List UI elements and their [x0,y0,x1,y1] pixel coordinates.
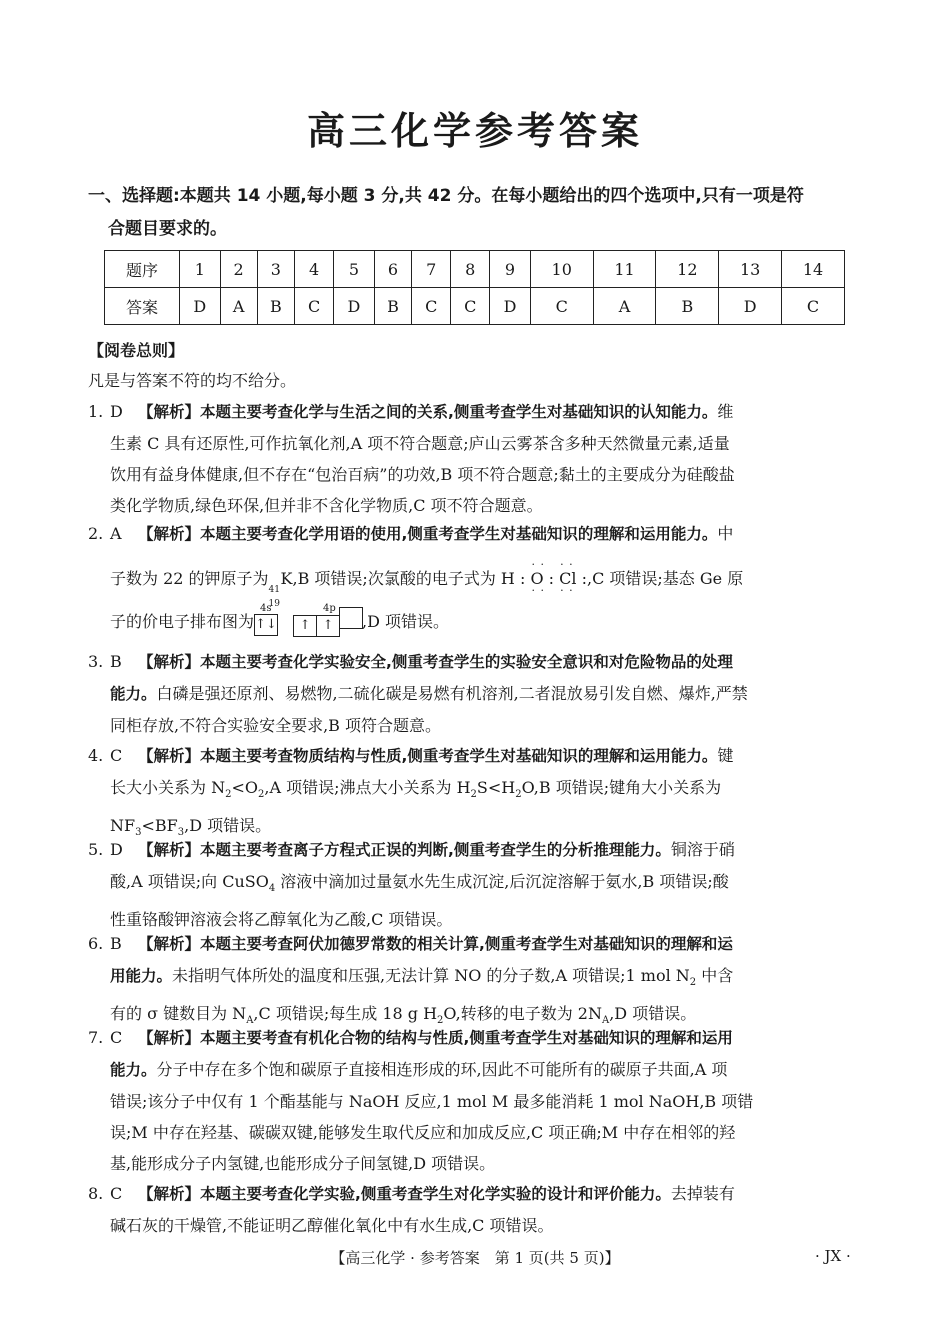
subscript: A [246,1015,254,1027]
item-number: 7. [88,1028,104,1047]
answer-cell: B [656,288,719,325]
table-header-questions: 题序 [105,251,180,288]
electron-pair: : [548,569,555,588]
page-footer: 【高三化学 · 参考答案 第 1 页(共 5 页)】 [330,1249,620,1267]
question-number-cell: 10 [530,251,593,288]
orbital-label: 4s [260,603,272,614]
answer-cell: B [257,288,295,325]
subscript: 3 [135,827,142,839]
orbital-box: ↑ [293,615,317,637]
question-number-cell: 14 [782,251,845,288]
item-number: 1. [88,402,104,421]
item-text: 中含 [696,966,734,985]
item-text: S<H [476,778,516,797]
section-heading [88,180,868,246]
answer-cell: D [719,288,782,325]
item-tag: 【解析】 [138,841,201,859]
item-number: 4. [88,746,104,765]
orbital-label: 4p [323,602,336,614]
item-tag: 【解析】 [138,525,201,543]
item-bold-text: 本题主要考查化学与生活之间的关系,侧重考查学生对基础知识的认知能力。 [200,403,718,421]
explanation-item-1 [88,396,863,521]
question-number-cell: 7 [412,251,451,288]
answer-cell: C [530,288,593,325]
item-text: ,D 项错误。 [184,816,272,836]
item-number: 6. [88,934,104,953]
item-text: 酸,A 项错误;向 CuSO [110,872,269,891]
item-tag: 【解析】 [138,653,201,671]
question-number-cell: 6 [374,251,412,288]
question-number-cell: 8 [451,251,490,288]
item-line [88,960,863,998]
item-bold-text: 本题主要考查化学实验,侧重考查学生对化学实验的设计和评价能力。 [200,1185,671,1203]
item-line [88,772,863,810]
section-line-1: 一、选择题:本题共 14 小题,每小题 3 分,共 42 分。在每小题给出的四个选项中,只有一项是符 [88,186,804,206]
item-number: 8. [88,1184,104,1203]
item-number: 2. [88,524,104,543]
item-bold-text: 本题主要考查物质结构与性质,侧重考查学生对基础知识的理解和运用能力。 [200,747,718,765]
item-text: 去掉装有 [670,1184,735,1203]
orbital-box [339,607,363,629]
item-bold-text: 本题主要考查有机化合物的结构与性质,侧重考查学生对基础知识的理解和运用 [200,1029,733,1047]
explanation-item-5 [88,834,863,935]
explanation-item-6 [88,928,863,1036]
orbital-diagram [254,603,277,638]
item-answer: D [110,402,123,421]
orbital-box: ↑ [316,615,340,637]
item-bold-text: 能力。 [110,1061,157,1079]
item-text: 中 [717,524,734,543]
item-answer: A [110,524,122,543]
electron-pair: : [581,569,587,588]
item-text: 子的价电子排布图为 [110,612,255,631]
item-line: 错误;该分子中仅有 1 个酯基能与 NaOH 反应,1 mol M 最多能消耗 1 mol NaOH,B 项错 [110,1092,754,1111]
item-text: 未指明气体所处的温度和压强,无法计算 NO 的分子数,A 项错误;1 mol N [172,966,690,985]
item-text: <O [231,778,258,797]
item-answer: C [110,1184,123,1203]
item-bold-text: 本题主要考查阿伏加德罗常数的相关计算,侧重考查学生对基础知识的理解和运 [200,935,733,953]
subscript: 3 [177,827,185,839]
item-line [88,1054,863,1086]
subscript: 2 [689,977,697,989]
item-text: O,B 项错误;键角大小关系为 [521,778,722,797]
item-bold-text: 能力。 [110,685,157,703]
answer-cell: B [374,288,412,325]
item-number: 5. [88,840,104,859]
section-line-2: 合题目要求的。 [108,219,227,239]
item-line: 基,能形成分子内氢键,也能形成分子间氢键,D 项错误。 [110,1154,496,1173]
item-line: 生素 C 具有还原性,可作抗氧化剂,A 项不符合题意;庐山云雾茶含多种天然微量元素,适量 [110,434,730,453]
subscript: 2 [437,1015,444,1027]
item-line: 饮用有益身体健康,但不存在“包治百病”的功效,B 项不符合题意;黏土的主要成分为硅酸盐 [110,465,735,484]
question-number-cell: 2 [220,251,257,288]
orbital-diagram [293,602,362,639]
answer-cell: D [334,288,375,325]
atomic-number: 19 [268,599,280,609]
item-text: ,D 项错误。 [609,1004,697,1024]
item-text: 分子中存在多个饱和碳原子直接相连形成的环,因此不可能所有的碳原子共面,A 项 [156,1060,728,1079]
rules-text: 凡是与答案不符的均不给分。 [88,371,297,390]
item-text: NF [110,816,136,836]
item-line [88,678,863,710]
item-text: 键 [717,746,734,765]
answer-table [104,250,845,325]
item-text: <BF [141,816,178,836]
question-number-cell: 1 [180,251,221,288]
answer-cell: C [782,288,845,325]
explanation-item-3 [88,646,863,741]
answer-cell: A [220,288,257,325]
item-text: 溶液中滴加过量氨水先生成沉淀,后沉淀溶解于氨水,B 项错误;酸 [275,872,729,891]
subscript: 2 [470,789,477,801]
item-tag: 【解析】 [138,1029,201,1047]
question-number-cell: 11 [593,251,656,288]
subscript: 2 [515,789,522,801]
item-line: 碱石灰的干燥管,不能证明乙醇催化氧化中有水生成,C 项错误。 [110,1216,554,1235]
item-answer: C [110,1028,123,1047]
element-symbol: · · Cl · · [559,563,576,594]
item-answer: C [110,746,123,765]
item-text: 铜溶于硝 [670,840,735,859]
explanation-item-4 [88,740,863,848]
item-answer: B [110,934,122,953]
explanation-item-8 [88,1178,863,1241]
item-bold-text: 本题主要考查化学用语的使用,侧重考查学生对基础知识的理解和运用能力。 [200,525,718,543]
item-text: ,D 项错误。 [362,612,450,631]
item-text: 白磷是强还原剂、易燃物,二硫化碳是易燃有机溶剂,二者混放易引发自燃、爆炸,严禁 [156,684,748,703]
explanation-item-2 [88,518,863,639]
item-text: ,C 项错误;基态 Ge 原 [587,569,744,588]
table-row-answers [105,288,845,325]
electron-pair: : [519,569,526,588]
subscript: 4 [268,883,276,895]
item-text: 子数为 22 的钾原子为 [110,569,269,588]
item-number: 3. [88,652,104,671]
item-text: O,转移的电子数为 2N [443,1004,602,1024]
answer-cell: D [490,288,531,325]
item-text: ,C 项错误;每生成 18 g H [253,1004,438,1024]
item-bold-text: 用能力。 [110,967,173,985]
item-tag: 【解析】 [138,935,201,953]
item-text: 长大小关系为 N [110,778,226,797]
answer-cell: A [593,288,656,325]
subscript: A [601,1015,610,1027]
answer-cell: C [412,288,451,325]
question-number-cell: 12 [656,251,719,288]
item-line: 误;M 中存在羟基、碳碳双键,能够发生取代反应和加成反应,C 项正确;M 中存在相邻的羟 [110,1123,736,1142]
question-number-cell: 9 [490,251,531,288]
element-symbol: · · O · · [530,563,543,594]
item-answer: D [110,840,123,859]
item-answer: B [110,652,122,671]
item-text: ,B 项错误;次氯酸的电子式为 H [292,569,515,588]
page-title: 高三化学参考答案 [306,109,643,153]
explanation-item-7 [88,1022,863,1179]
item-tag: 【解析】 [138,1185,201,1203]
footer-code: · JX · [815,1247,851,1265]
item-tag: 【解析】 [138,403,201,421]
rules-title: 【阅卷总则】 [88,341,185,360]
question-number-cell: 13 [719,251,782,288]
orbital-box: ↑↓ [254,614,278,636]
mass-number: 41 [268,585,280,595]
item-text: 有的 σ 键数目为 N [110,1004,247,1024]
question-number-cell: 3 [257,251,295,288]
item-bold-text: 本题主要考查化学实验安全,侧重考查学生的实验安全意识和对危险物品的处理 [200,653,733,671]
answer-cell: C [295,288,334,325]
item-text: ,A 项错误;沸点大小关系为 H [264,778,471,797]
item-line: 类化学物质,绿色环保,但并非不含化学物质,C 项不符合题意。 [110,496,543,515]
item-line: 同柜存放,不符合实验安全要求,B 项符合题意。 [110,716,442,735]
item-line [88,866,863,904]
item-tag: 【解析】 [138,747,201,765]
table-row-questions [105,251,845,288]
question-number-cell: 5 [334,251,375,288]
answer-cell: C [451,288,490,325]
item-text: 维 [717,402,734,421]
item-line: 性重铬酸钾溶液会将乙醇氧化为乙酸,C 项错误。 [110,910,453,930]
item-bold-text: 本题主要考查离子方程式正误的判断,侧重考查学生的分析推理能力。 [200,841,671,859]
question-number-cell: 4 [295,251,334,288]
subscript: 2 [225,789,232,801]
element-symbol: K [280,569,293,588]
table-header-answers: 答案 [105,288,180,325]
subscript: 2 [258,789,265,801]
answer-cell: D [180,288,221,325]
